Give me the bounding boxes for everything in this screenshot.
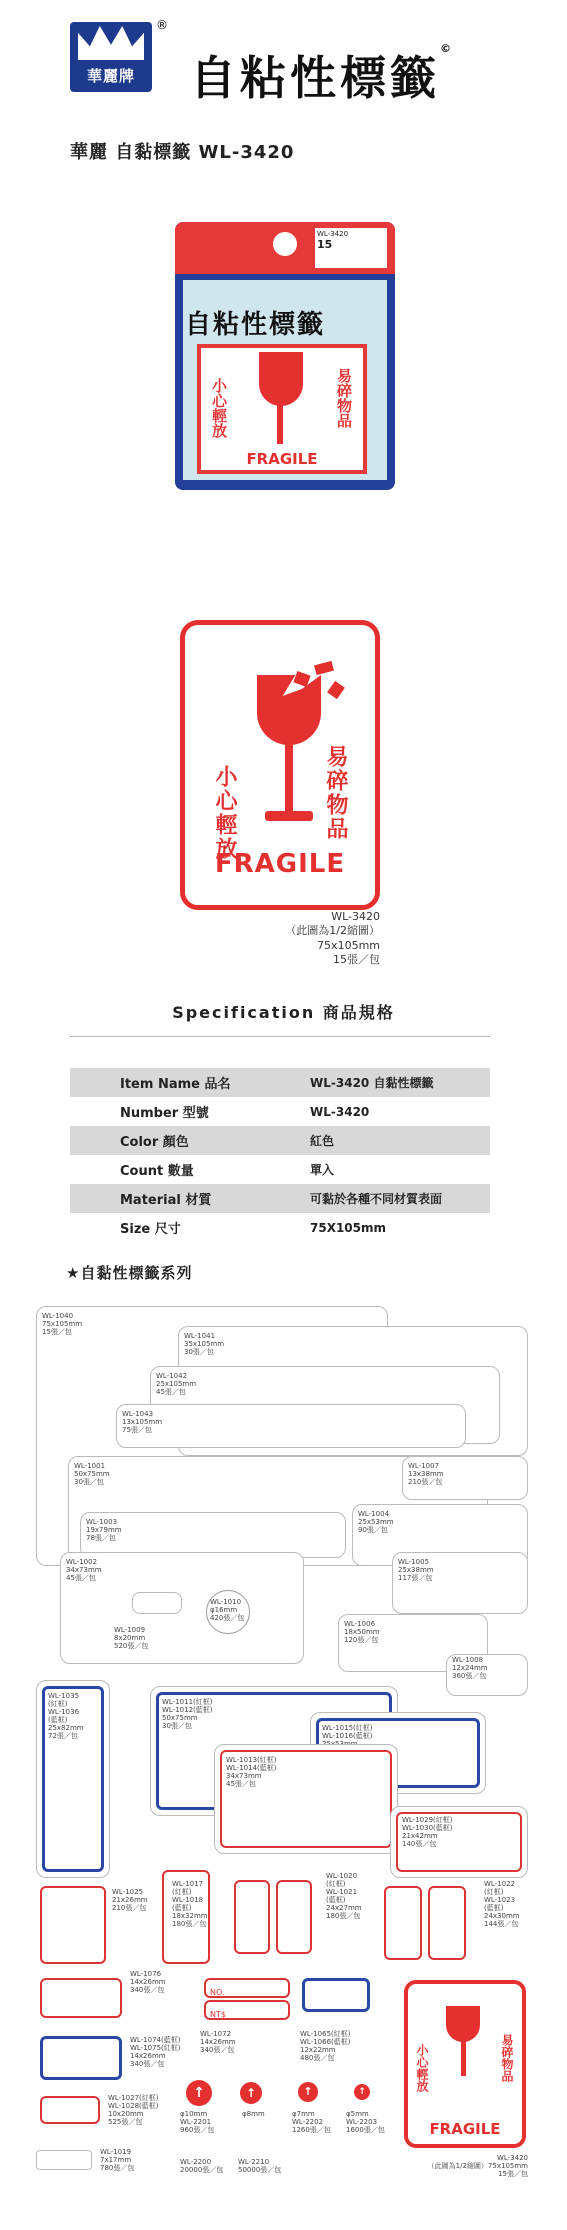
label-tag: WL-1015(紅框) WL-1016(藍框)	[322, 1724, 373, 1741]
label-tag: WL-1040 75x105mm 15張／包	[42, 1312, 83, 1337]
up-arrow-icon: ↑	[298, 2082, 318, 2102]
label-tag: WL-1010 φ16mm 420張／包	[210, 1598, 245, 1623]
red-frame-label	[276, 1880, 312, 1954]
registered-mark: ®	[156, 18, 168, 32]
shard-icon	[314, 661, 334, 675]
sample-caption: WL-3420 （此圖為1/2縮圖）75x105mm 15張／包	[285, 910, 380, 966]
fragile-items-text: 易碎物品	[500, 2034, 514, 2082]
label-tag: WL-1017 (紅框) WL-1018 (藍框) 18x32mm 180張／包	[172, 1880, 208, 1929]
red-frame-label	[40, 2096, 100, 2124]
label-tag: WL-1001 50x75mm 30張／包	[74, 1462, 110, 1487]
blue-frame-label	[302, 1978, 370, 2012]
label-tag: WL-1065(紅框) WL-1066(藍框) 12x22mm 480張／包	[300, 2030, 351, 2063]
label-tag: WL-1027(紅框) WL-1028(藍框) 10x20mm 525張／包	[108, 2094, 159, 2127]
up-arrow-icon: ↑	[354, 2084, 370, 2100]
fragile-word: FRAGILE	[214, 849, 346, 879]
label-tag: WL-2210 50000張／包	[238, 2158, 282, 2175]
label-tag: WL-1013(紅框) WL-1014(藍框) 34x73mm 45張／包	[226, 1756, 277, 1789]
label-tag: WL-3420 （此圖為1/2縮圖）75x105mm 15張／包	[427, 2154, 528, 2179]
red-frame-label	[234, 1880, 270, 1954]
handle-with-care-text: 小心輕放	[415, 2044, 429, 2092]
oval-label	[132, 1592, 182, 1614]
fragile-label-mini	[404, 1980, 526, 2148]
package-code: WL-3420 15	[315, 228, 387, 268]
package-label-fragile: FRAGILE	[246, 450, 318, 468]
label-tag: φ8mm	[242, 2110, 265, 2118]
fragile-label-sample	[180, 620, 380, 910]
package-label-left: 小心輕放	[210, 378, 228, 438]
red-frame-label	[384, 1886, 422, 1960]
red-frame-label	[40, 1886, 106, 1964]
package-label	[197, 344, 367, 474]
glass-icon	[446, 2006, 480, 2042]
spec-row: Item Name 品名 WL-3420 自黏性標籤	[70, 1068, 490, 1097]
label-sheet	[116, 1404, 466, 1448]
red-frame-label	[428, 1886, 466, 1960]
package-header	[175, 222, 395, 274]
red-frame-label: NT$	[204, 2000, 290, 2020]
label-tag: WL-1072 14x26mm 340張／包	[200, 2030, 236, 2055]
label-tag: WL-1029(紅框) WL-1030(藍框) 21x42mm 140張／包	[402, 1816, 453, 1849]
spec-row: Color 顏色 紅色	[70, 1126, 490, 1155]
brand-name: 華麗牌	[86, 67, 135, 85]
divider	[70, 1036, 490, 1037]
label-tag: WL-1022 (紅框) WL-1023 (藍框) 24x30mm 144張／包	[484, 1880, 520, 1929]
label-tag: WL-1041 35x105mm 30張／包	[184, 1332, 225, 1357]
label-tag: WL-1005 25x38mm 117張／包	[398, 1558, 434, 1583]
spec-row: Material 材質 可黏於各種不同材質表面	[70, 1184, 490, 1213]
spec-title: Specification 商品規格	[172, 1003, 395, 1022]
label-tag: WL-1019 7x17mm 780張／包	[100, 2148, 135, 2173]
label-tag: WL-1020 (紅框) WL-1021 (藍框) 24x27mm 180張／包	[326, 1872, 362, 1921]
red-frame-label: NO.	[204, 1978, 290, 1998]
label-tag: WL-1042 25x105mm 45張／包	[156, 1372, 197, 1397]
label-tag: WL-1035 (紅框) WL-1036 (藍框) 25x82mm 72張／包	[48, 1692, 84, 1741]
label-tag: φ10mm WL-2201 960張／包	[180, 2110, 215, 2135]
blue-frame-label	[40, 2036, 122, 2080]
package-title: 自粘性標籤	[185, 310, 326, 340]
label-tag: WL-1043 13x105mm 75張／包	[122, 1410, 163, 1435]
spec-table	[70, 1068, 490, 1242]
label-tag: φ7mm WL-2202 1260張／包	[292, 2110, 331, 2135]
series-title: ★自黏性標籤系列	[66, 1264, 193, 1282]
label-tag: WL-1025 21x26mm 210張／包	[112, 1888, 148, 1913]
label-tag: φ5mm WL-2203 1600張／包	[346, 2110, 385, 2135]
label-tag: WL-1074(藍框) WL-1075(紅框) 14x26mm 340張／包	[130, 2036, 181, 2069]
small-label	[36, 2150, 92, 2170]
spec-row: Number 型號 WL-3420	[120, 1104, 370, 1121]
glass-stem	[277, 404, 283, 444]
glass-icon	[259, 352, 303, 406]
label-tag: WL-1004 25x53mm 90張／包	[358, 1510, 394, 1535]
page-title: 自粘性標籤©	[190, 42, 455, 105]
shard-icon	[327, 681, 345, 699]
red-frame-label	[40, 1978, 122, 2018]
crown-icon	[78, 26, 144, 60]
hang-hole	[273, 232, 297, 256]
glass-stem	[461, 2040, 466, 2076]
spec-row: Size 尺寸 75X105mm	[120, 1220, 387, 1237]
label-tag: WL-1002 34x73mm 45張／包	[66, 1558, 102, 1583]
label-tag: WL-1011(紅框) WL-1012(藍框) 50x75mm 30張／包	[162, 1698, 213, 1731]
package-photo	[175, 222, 395, 490]
handle-with-care-text: 小心輕放	[212, 765, 237, 861]
label-tag: WL-1007 13x38mm 210張／包	[408, 1462, 444, 1487]
package-label-right: 易碎物品	[335, 368, 353, 428]
spec-row: Count 數量 單入	[120, 1163, 335, 1179]
fragile-items-text: 易碎物品	[323, 745, 348, 841]
label-tag: WL-2200 20000張／包	[180, 2158, 224, 2175]
up-arrow-icon: ↑	[186, 2080, 212, 2106]
label-tag: WL-1003 19x79mm 78張／包	[86, 1518, 122, 1543]
product-subtitle: 華麗 自黏標籤 WL-3420	[70, 142, 295, 163]
label-tag: WL-1006 18x50mm 120張／包	[344, 1620, 380, 1645]
label-tag: WL-1076 14x26mm 340張／包	[130, 1970, 166, 1995]
fragile-word: FRAGILE	[429, 2120, 501, 2138]
brand-logo	[70, 22, 152, 92]
up-arrow-icon: ↑	[240, 2082, 262, 2104]
label-tag: WL-1009 8x20mm 520張／包	[114, 1626, 149, 1651]
broken-glass-icon	[257, 675, 321, 825]
label-tag: WL-1008 12x24mm 360張／包	[452, 1656, 488, 1681]
